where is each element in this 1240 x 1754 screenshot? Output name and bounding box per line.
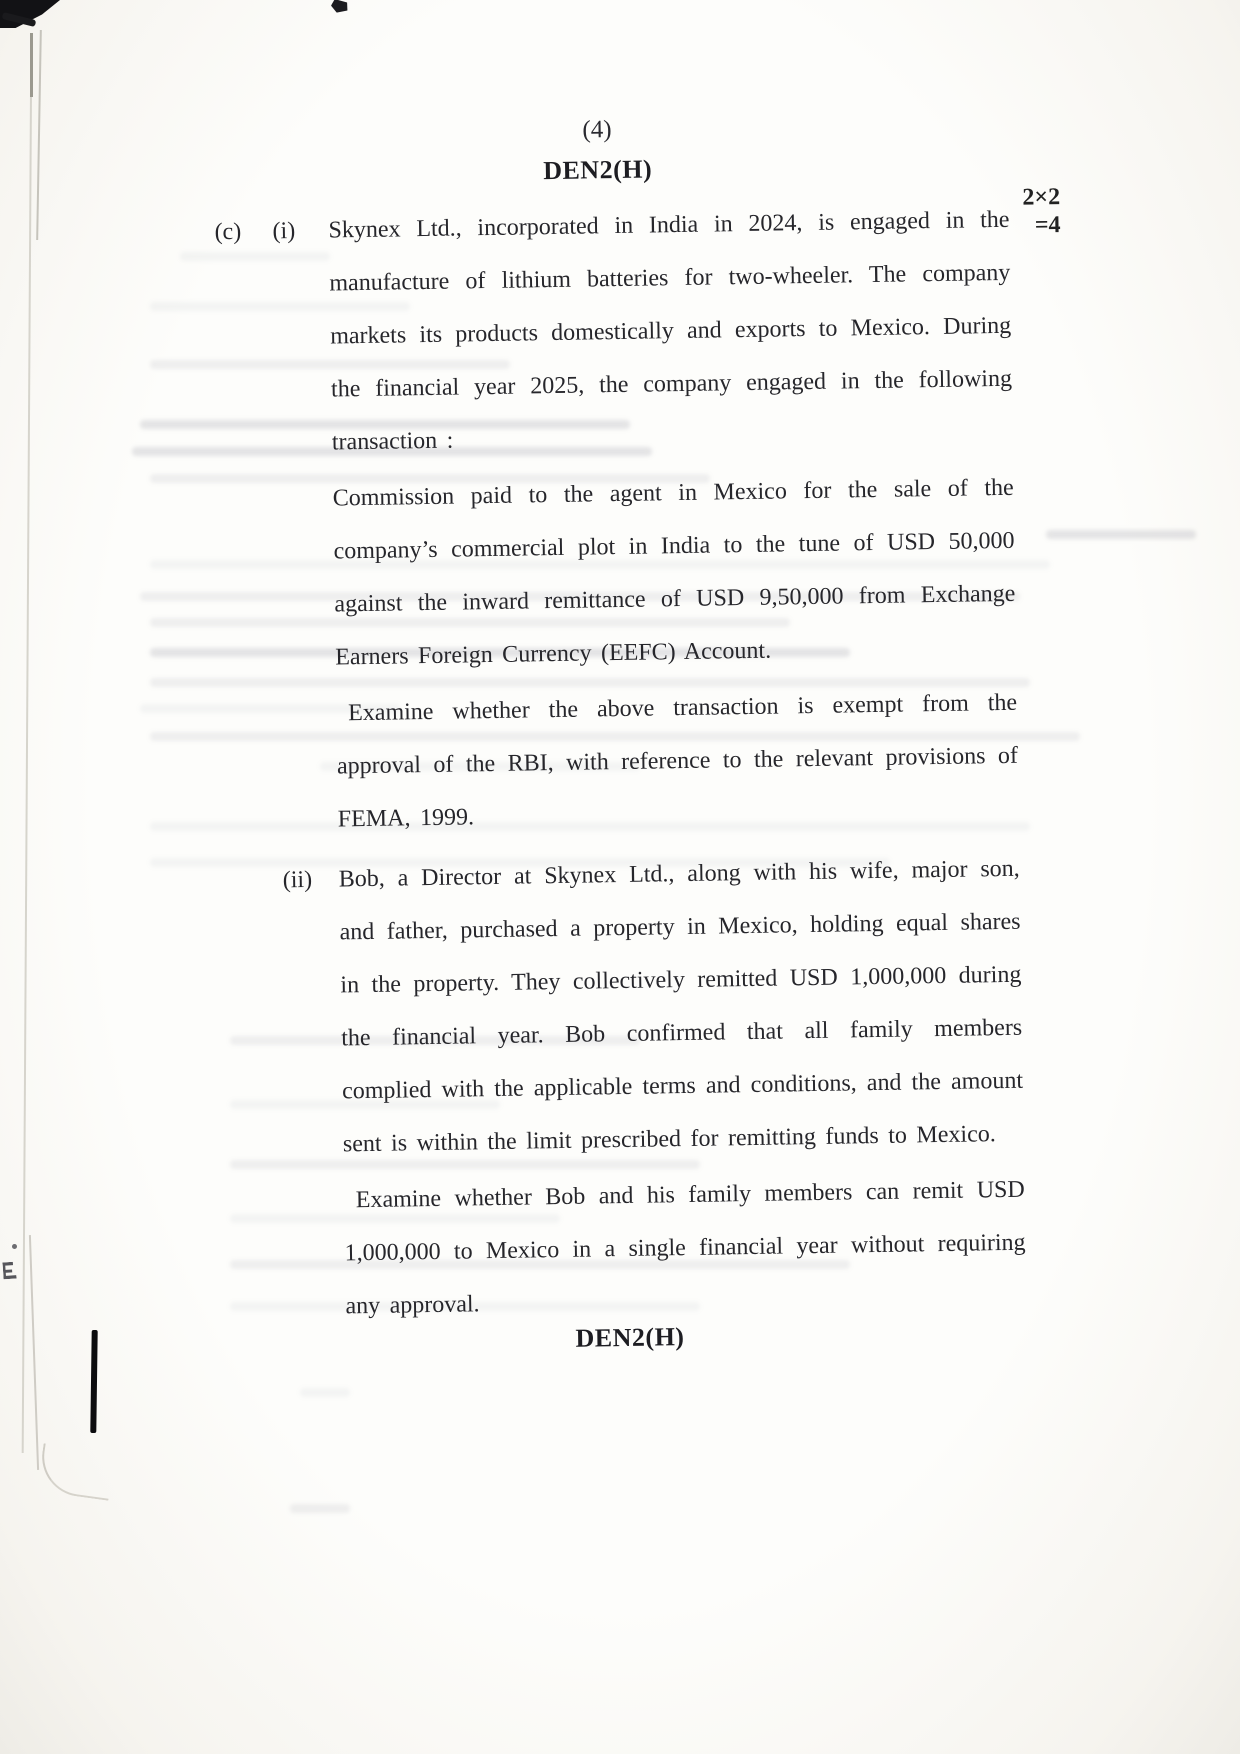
subpart-ii-label: (ii) bbox=[282, 866, 313, 894]
question-part-label: (c) bbox=[214, 218, 242, 246]
question-block bbox=[214, 194, 1027, 1338]
paper-code-footer: DEN2(H) bbox=[575, 1322, 685, 1353]
page-number: (4) bbox=[582, 116, 612, 144]
marks-line-2: =4 bbox=[1034, 212, 1061, 239]
paragraph: Examine whether the above transaction is exempt from the approval of the RBI, with reference to the relevant provisions of FEMA, 1999. bbox=[336, 689, 1019, 833]
paragraph: Skynex Ltd., incorporated in India in 2024, is engaged in the manufacture of lithium batteries for two-wheeler. The company markets its products domestically and exports to Mexico. During the financial year 2025, the company engaged in the following transaction : bbox=[328, 206, 1013, 456]
subpart-ii-text bbox=[338, 843, 1027, 1337]
paragraph: Commission paid to the agent in Mexico for the sale of the company’s commercial plot in India to the tune of USD 50,000 against the inward remittance of USD 9,50,000 from Exchange Earners Foreign Currency (EEFC) Account. bbox=[332, 474, 1016, 671]
subpart-i-label: (i) bbox=[272, 218, 296, 245]
marks-line-1: 2×2 bbox=[1022, 184, 1061, 211]
subpart-i-text bbox=[328, 194, 1019, 850]
question-part-spacer bbox=[224, 854, 282, 855]
question-subpart-i bbox=[214, 194, 1019, 851]
question-subpart-ii bbox=[224, 843, 1026, 1338]
paragraph: Examine whether Bob and his family members can remit USD 1,000,000 to Mexico in a single financial year without requiring any approval. bbox=[344, 1176, 1026, 1320]
paragraph: Bob, a Director at Skynex Ltd., along with his wife, major son, and father, purchased a property in Mexico, holding equal shares in the property. They collectively remitted USD 1,000,000 during the financial year. Bob confirmed that all family members complied with the applicable terms and conditions, and the amount sent is within the limit prescribed for remitting funds to Mexico. bbox=[338, 855, 1024, 1158]
paper-code-header: DEN2(H) bbox=[542, 154, 653, 186]
